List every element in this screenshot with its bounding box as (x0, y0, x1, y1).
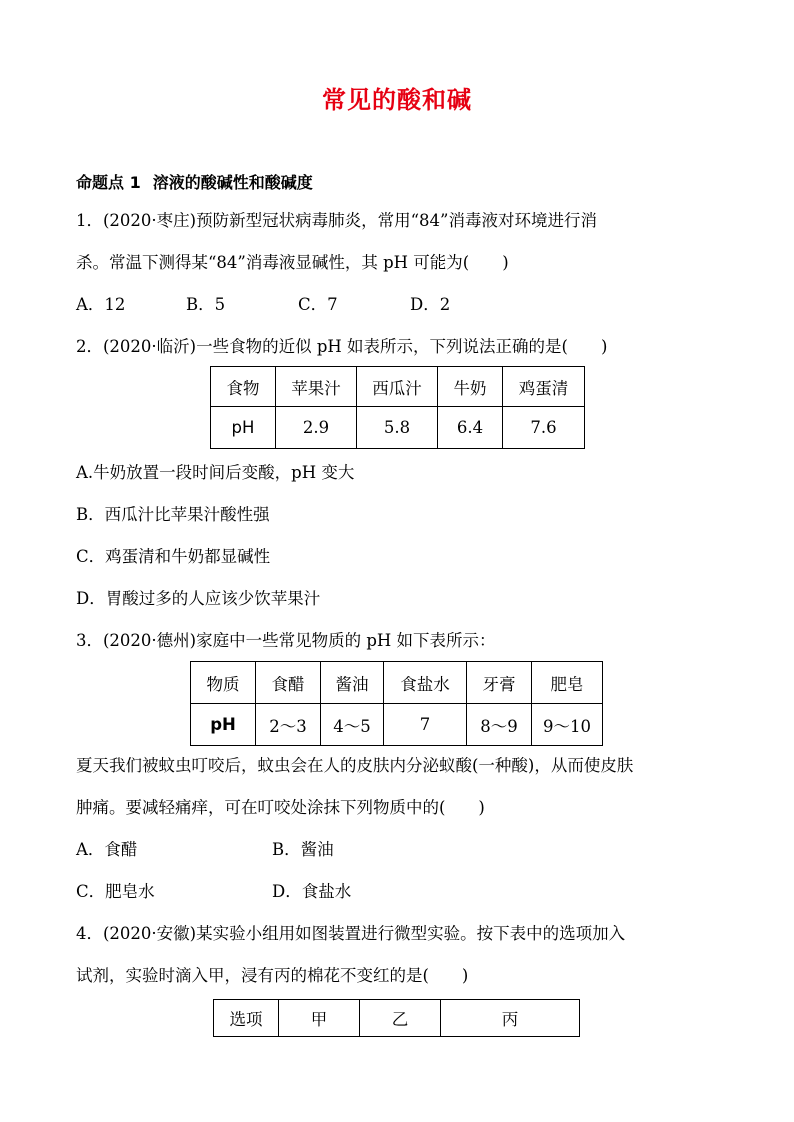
q4-stem-line1: 4．(2020·安徽)某实验小组用如图装置进行微型实验。按下表中的选项加入 (76, 924, 626, 943)
table-cell: 9～10 (532, 704, 603, 746)
q3-text-line2: 肿痛。要减轻痛痒，可在叮咬处涂抹下列物质中的( ) (76, 798, 485, 817)
q1-stem-line1: 1．(2020·枣庄)预防新型冠状病毒肺炎，常用“84”消毒液对环境进行消 (76, 211, 597, 230)
q3-option-a: A．食醋 (76, 840, 138, 859)
table-cell: 丙 (441, 1000, 580, 1037)
table-cell: 物质 (191, 662, 256, 704)
page-title: 常见的酸和碱 (322, 86, 472, 114)
table-cell: 西瓜汁 (357, 367, 438, 407)
table-cell: 酱油 (321, 662, 384, 704)
q1-option-d: D．2 (410, 295, 451, 314)
q2-table (210, 366, 585, 449)
q2-option-b: B．西瓜汁比苹果汁酸性强 (76, 505, 270, 524)
q3-option-b: B．酱油 (272, 840, 334, 859)
table-cell: 选项 (214, 1000, 279, 1037)
q4-stem-line2: 试剂，实验时滴入甲，浸有丙的棉花不变红的是( ) (76, 966, 469, 985)
q2-stem: 2．(2020·临沂)一些食物的近似 pH 如表所示，下列说法正确的是( ) (76, 337, 608, 356)
table-cell: 牛奶 (438, 367, 503, 407)
table-row (191, 662, 603, 704)
table-row (211, 367, 585, 407)
q3-option-c: C．肥皂水 (76, 882, 155, 901)
q3-options-row1 (76, 839, 334, 861)
table-row (214, 1000, 580, 1037)
section-heading (76, 170, 313, 193)
section-text: 溶液的酸碱性和酸碱度 (152, 173, 313, 192)
table-cell: pH (191, 704, 256, 746)
table-cell: 7.6 (503, 407, 585, 449)
q3-options-row2 (76, 881, 351, 903)
table-cell: 5.8 (357, 407, 438, 449)
table-cell: 牙膏 (467, 662, 532, 704)
q2-option-a: A.牛奶放置一段时间后变酸，pH 变大 (76, 463, 355, 482)
table-cell: 鸡蛋清 (503, 367, 585, 407)
table-row (191, 704, 603, 746)
table-cell: pH (211, 407, 276, 449)
table-cell: 苹果汁 (276, 367, 357, 407)
q2-option-c: C．鸡蛋清和牛奶都显碱性 (76, 547, 271, 566)
table-cell: 甲 (279, 1000, 360, 1037)
table-row (211, 407, 585, 449)
table-cell: 8～9 (467, 704, 532, 746)
table-cell: 肥皂 (532, 662, 603, 704)
q1-option-c: C．7 (298, 295, 338, 314)
q1-options (76, 294, 450, 316)
q4-table (213, 999, 580, 1037)
table-cell: 2～3 (256, 704, 321, 746)
table-cell: 4～5 (321, 704, 384, 746)
q2-option-d: D．胃酸过多的人应该少饮苹果汁 (76, 589, 321, 608)
q3-text-line1: 夏天我们被蚊虫叮咬后，蚊虫会在人的皮肤内分泌蚁酸(一种酸)，从而使皮肤 (76, 756, 634, 775)
table-cell: 食物 (211, 367, 276, 407)
q3-stem: 3．(2020·德州)家庭中一些常见物质的 pH 如下表所示： (76, 631, 496, 650)
table-cell: 7 (384, 704, 467, 746)
q3-table (190, 661, 603, 746)
table-cell: 6.4 (438, 407, 503, 449)
q1-option-b: B．5 (186, 295, 226, 314)
table-cell: 食醋 (256, 662, 321, 704)
section-label: 命题点 1 (76, 173, 141, 192)
table-cell: 食盐水 (384, 662, 467, 704)
q3-option-d: D．食盐水 (272, 882, 352, 901)
q1-option-a: A．12 (76, 295, 126, 314)
table-cell: 2.9 (276, 407, 357, 449)
table-cell: 乙 (360, 1000, 441, 1037)
q1-stem-line2: 杀。常温下测得某“84”消毒液显碱性，其 pH 可能为( ) (76, 253, 509, 272)
